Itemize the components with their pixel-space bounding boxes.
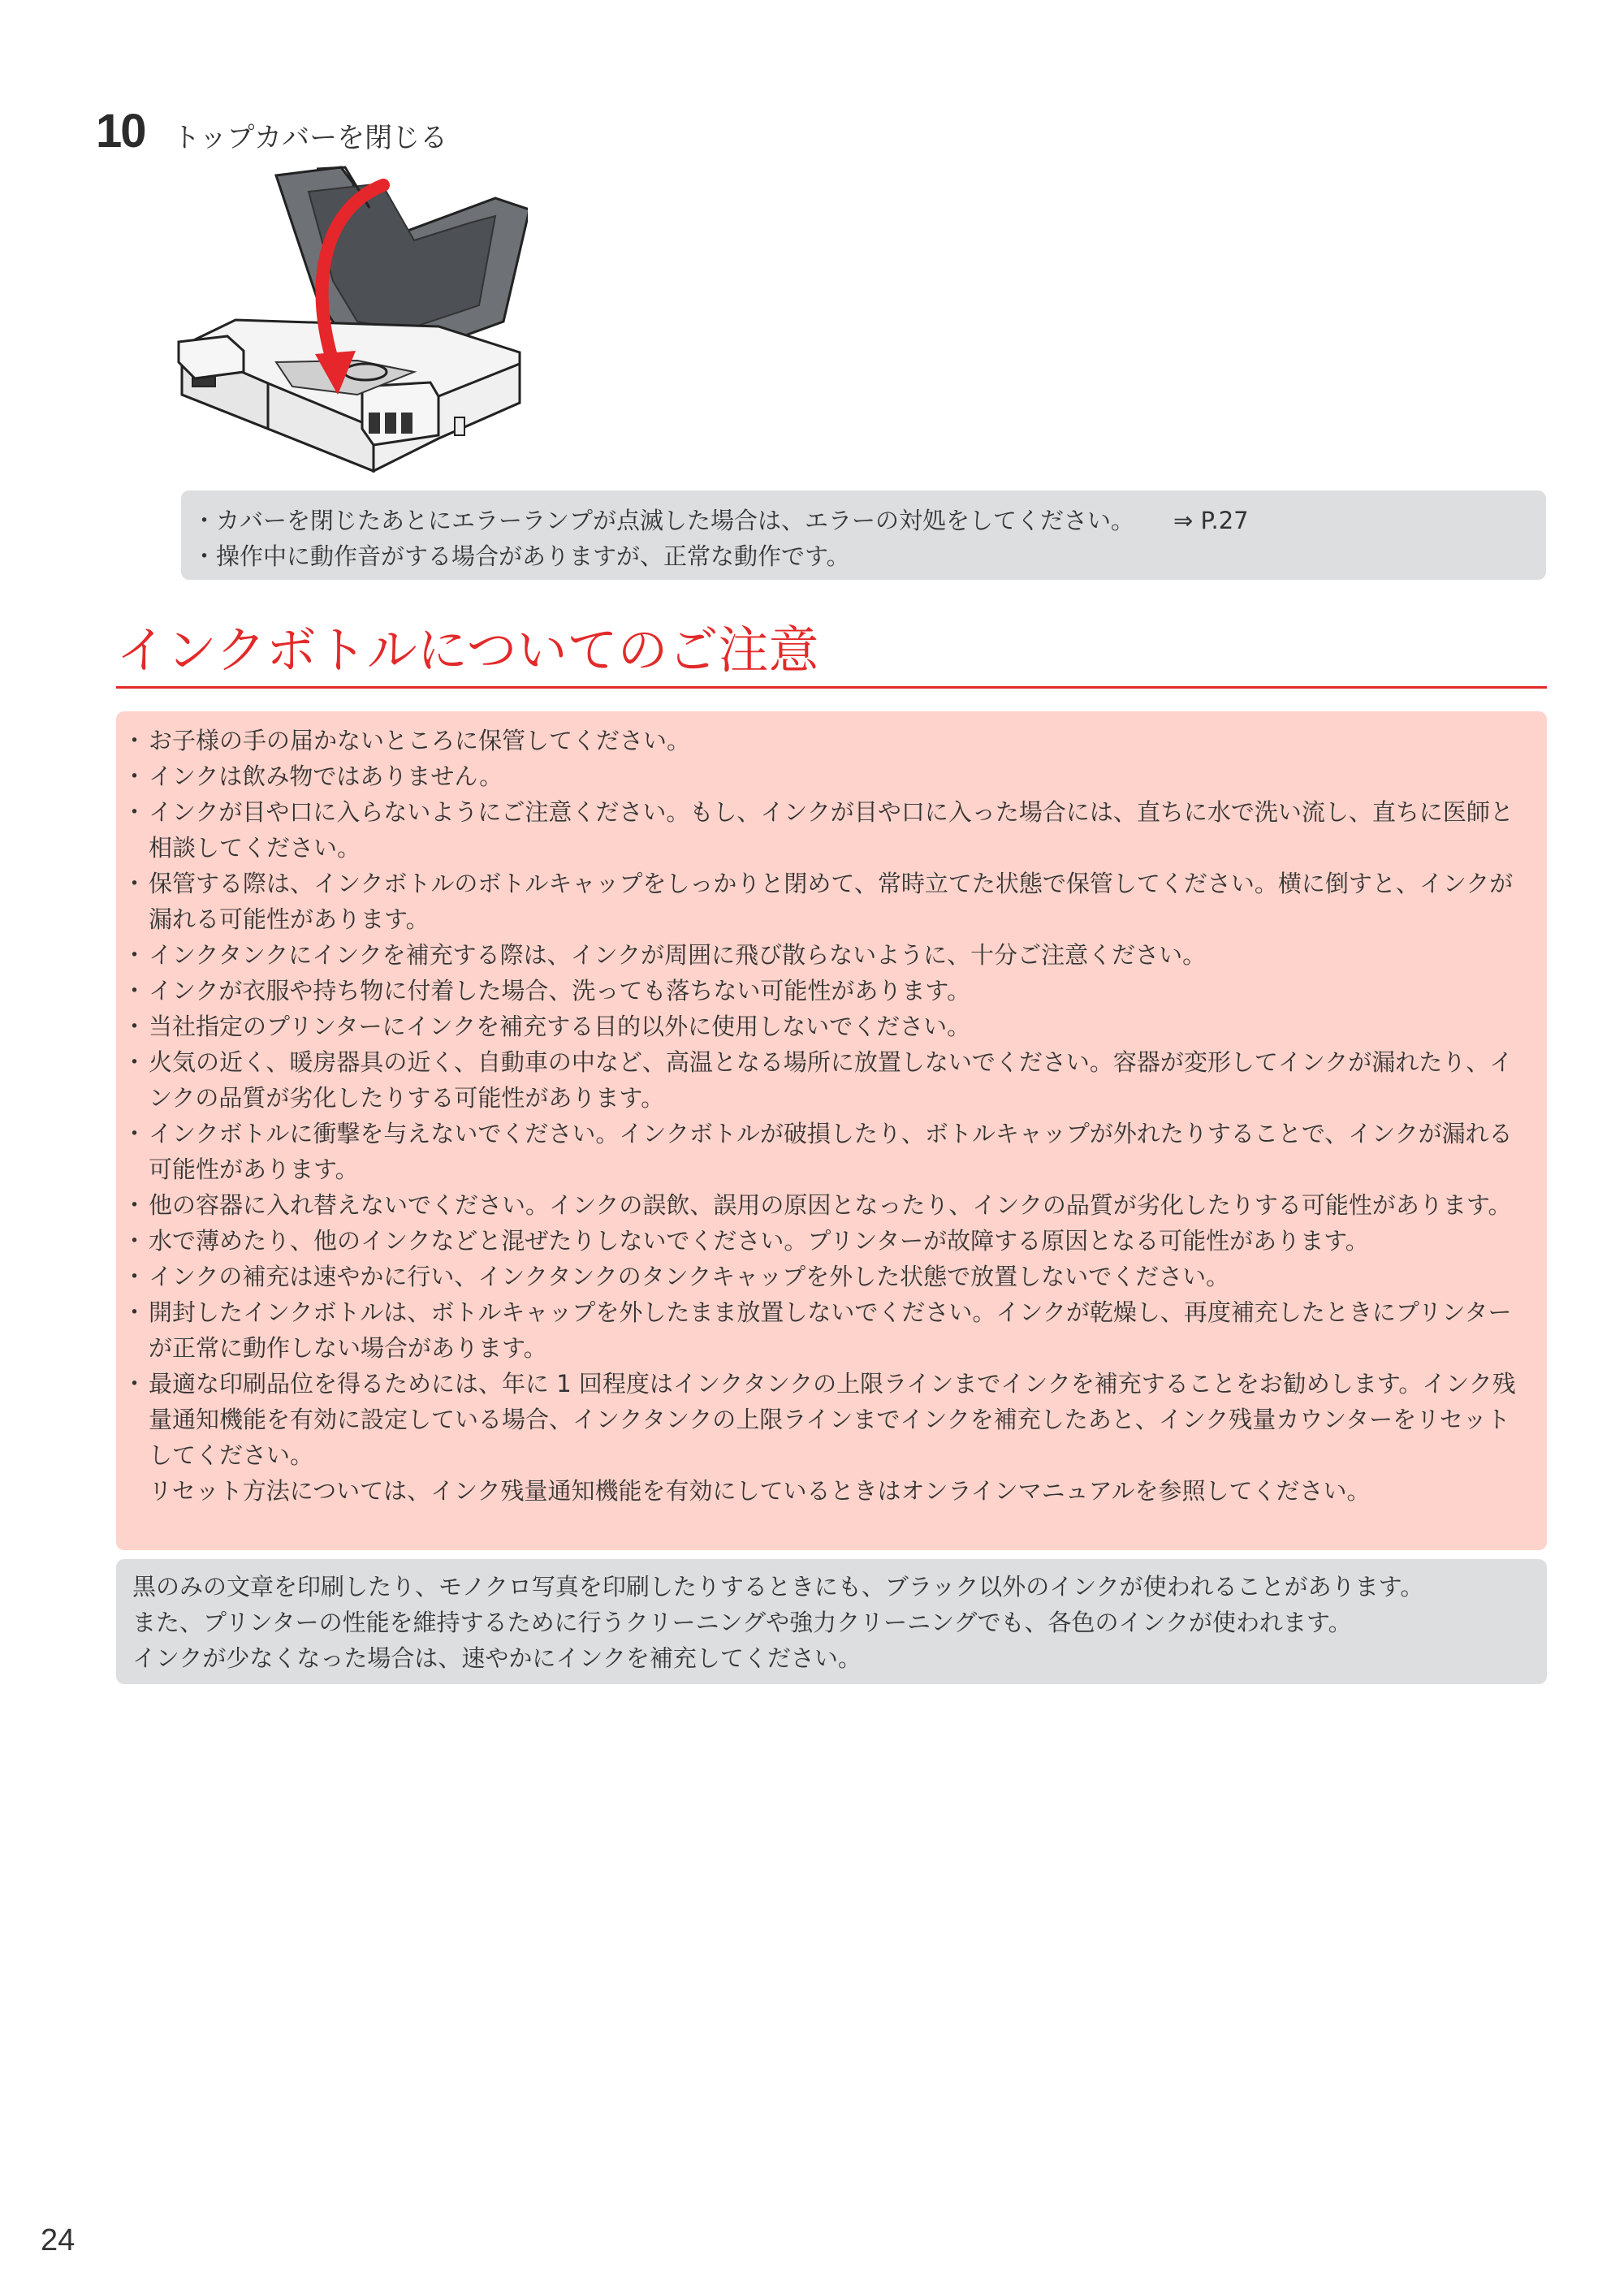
warning-item: ・ インクタンクにインクを補充する際は、インクが周囲に飛び散らないように、十分ご注意ください。 <box>126 937 1526 973</box>
printer-closing-cover-drawing <box>171 159 528 484</box>
warning-item: ・ インクは飲み物ではありません。 <box>126 758 1526 794</box>
warning-reset-note: リセット方法については、インク残量通知機能を有効にしているときはオンラインマニュアルを参照してください。 <box>149 1477 1371 1505</box>
warning-item: ・ インクが衣服や持ち物に付着した場合、洗っても落ちない可能性があります。 <box>126 973 1526 1009</box>
warning-item: ・ 当社指定のプリンターにインクを補充する目的以外に使用しないでください。 <box>126 1009 1526 1044</box>
warning-item: ・ 保管する際は、インクボトルのボトルキャップをしっかりと閉めて、常時立てた状態で保管してください。横に倒すと、インクが漏れる可能性があります。 <box>126 866 1526 937</box>
warning-item: ・ インクボトルに衝撃を与えないでください。インクボトルが破損したり、ボトルキャップが外れたりすることで、インクが漏れる可能性があります。 <box>126 1116 1526 1187</box>
warning-item: ・ 水で薄めたり、他のインクなどと混ぜたりしないでください。プリンターが故障する原因となる可能性があります。 <box>126 1223 1526 1259</box>
note-line: ・操作中に動作音がする場合がありますが、正常な動作です。 <box>192 542 850 570</box>
warning-item: ・ インクの補充は速やかに行い、インクタンクのタンクキャップを外した状態で放置しないでください。 <box>126 1259 1526 1294</box>
ink-bottle-warning-box <box>116 711 1547 1550</box>
info-line: インクが少なくなった場合は、速やかにインクを補充してください。 <box>132 1644 862 1672</box>
warning-item: ・ 他の容器に入れ替えないでください。インクの誤飲、誤用の原因となったり、インクの品質が劣化したりする可能性があります。 <box>126 1187 1526 1223</box>
printer-illustration <box>171 159 528 484</box>
info-box <box>116 1559 1547 1684</box>
warning-item: ・ 最適な印刷品位を得るためには、年に 1 回程度はインクタンクの上限ラインまでインクを補充することをお勧めします。インク残量通知機能を有効に設定している場合、インクタンクの上限ラインまでインクを補充したあと、インク残量カウンターをリセットしてください。 <box>126 1366 1526 1473</box>
warning-item: ・ インクが目や口に入らないようにご注意ください。もし、インクが目や口に入った場合には、直ちに水で洗い流し、直ちに医師と相談してください。 <box>126 794 1526 866</box>
step-heading <box>96 104 447 161</box>
page-reference-link[interactable]: ⇒ P.27 <box>1173 507 1249 534</box>
step-title: トップカバーを閉じる <box>172 122 448 154</box>
warning-item: ・ 開封したインクボトルは、ボトルキャップを外したまま放置しないでください。インクが乾燥し、再度補充したときにプリンターが正常に動作しない場合があります。 <box>126 1294 1526 1366</box>
warning-item: ・ 火気の近く、暖房器具の近く、自動車の中など、高温となる場所に放置しないでください。容器が変形してインクが漏れたり、インクの品質が劣化したりする可能性があります。 <box>126 1044 1526 1116</box>
note-line: ・カバーを閉じたあとにエラーランプが点滅した場合は、エラーの対処をしてください。 ⇒ P.27 <box>192 507 1249 534</box>
info-line: また、プリンターの性能を維持するために行うクリーニングや強力クリーニングでも、各色のインクが使われます。 <box>132 1609 1352 1636</box>
section-title: インクボトルについてのご注意 <box>116 614 1547 689</box>
warning-list <box>126 723 1526 1473</box>
step-number: 10 <box>96 105 145 158</box>
note-box <box>181 490 1546 580</box>
info-line: 黒のみの文章を印刷したり、モノクロ写真を印刷したりするときにも、ブラック以外のインクが使われることがあります。 <box>132 1573 1424 1601</box>
page-number: 24 <box>41 2223 76 2257</box>
warning-item: ・ お子様の手の届かないところに保管してください。 <box>126 723 1526 758</box>
